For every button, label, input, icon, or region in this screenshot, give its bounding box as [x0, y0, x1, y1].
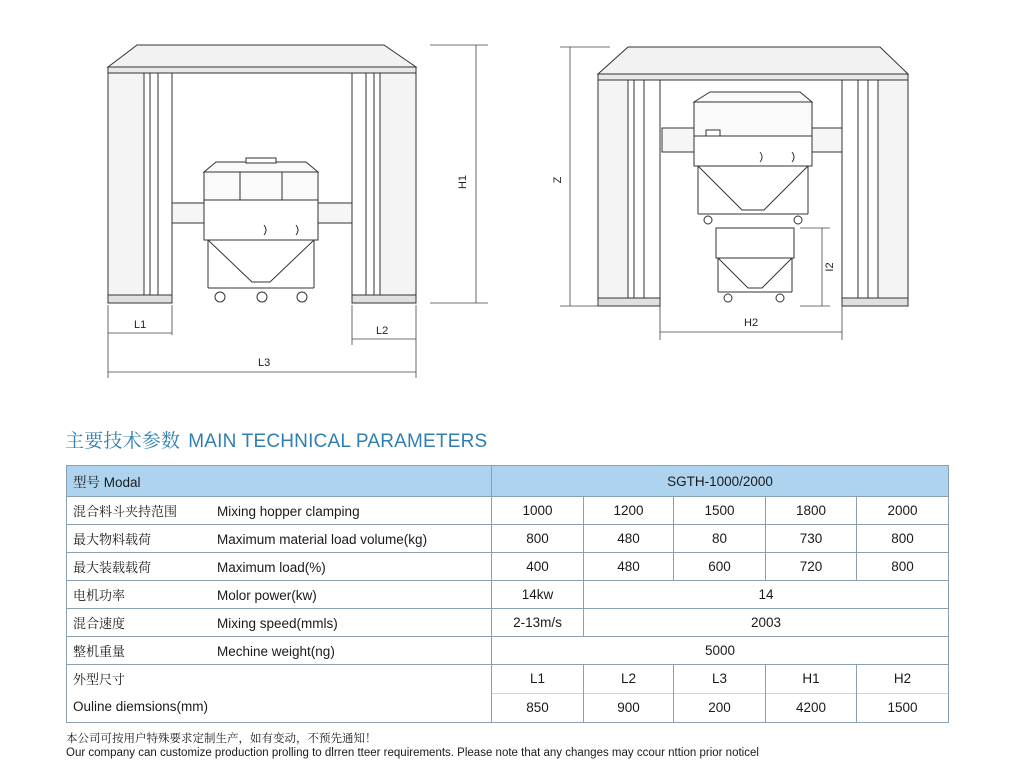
row-label-zh: 混合料斗夹持范围 — [73, 505, 178, 520]
h1-label: H1 — [457, 174, 469, 190]
cell-value: 1800 — [766, 497, 857, 525]
right-machine-drawing — [598, 47, 908, 306]
cell-value: 1000 — [492, 497, 584, 525]
cell-value: 1500 — [674, 497, 766, 525]
dim-header: H1 — [766, 665, 856, 694]
cell-value: 600 — [674, 553, 766, 581]
cell-value: 1200 — [584, 497, 674, 525]
dim-header: L1 — [492, 665, 583, 694]
dim-value: 4200 — [795, 700, 827, 715]
table-row — [67, 525, 949, 553]
cell-value: 800 — [857, 553, 949, 581]
l3-label: L3 — [258, 357, 271, 369]
dimensions-row — [67, 665, 949, 723]
dim-value: 1500 — [887, 700, 918, 715]
row-label-en: Mixing hopper clamping — [217, 504, 360, 519]
cell-value: 80 — [674, 525, 766, 553]
row-label-zh: 最大装载载荷 — [73, 561, 152, 576]
cell-value: 2-13m/s — [492, 609, 584, 637]
footnote-en: Our company can customize production prolling to dlrren tteer requirements. Please note that any changes may ccour nttion prior noticel — [66, 747, 759, 759]
table-header-row — [67, 466, 949, 497]
row-label-zh: 最大物料载荷 — [73, 533, 152, 548]
cell-value: 730 — [766, 525, 857, 553]
cell-value: 14kw — [492, 581, 584, 609]
cell-value: 480 — [584, 553, 674, 581]
table-row — [67, 497, 949, 525]
model-label: 型号 Modal — [67, 466, 492, 497]
cell-value: 5000 — [492, 637, 949, 665]
row-label-en: Maximum load(%) — [217, 560, 326, 575]
table-row — [67, 581, 949, 609]
dim-header: L3 — [674, 665, 765, 694]
cell-value: 480 — [584, 525, 674, 553]
cell-value: 800 — [492, 525, 584, 553]
left-machine-drawing — [108, 45, 416, 303]
dim-header: L2 — [584, 665, 673, 694]
row-label-zh: 电机功率 — [73, 589, 126, 604]
row-label-zh: 混合速度 — [73, 617, 126, 632]
cell-value: 14 — [584, 581, 949, 609]
dims-label-zh: 外型尺寸 — [73, 673, 126, 688]
l2-label: L2 — [376, 325, 389, 337]
footnote-zh: 本公司可按用户特殊要求定制生产，如有变动，不预先通知！ — [66, 731, 377, 745]
row-label-en: Molor power(kw) — [217, 588, 317, 603]
section-title — [65, 426, 487, 453]
parameters-table — [66, 465, 949, 723]
row-label-zh: 整机重量 — [73, 645, 126, 660]
section-title-zh: 主要技术参数 — [65, 430, 181, 452]
dim-header: H2 — [857, 665, 948, 694]
table-row — [67, 637, 949, 665]
i2-label: I2 — [824, 262, 836, 272]
model-value: SGTH-1000/2000 — [492, 466, 949, 497]
h2-label: H2 — [744, 317, 759, 329]
section-title-en: MAIN TECHNICAL PARAMETERS — [188, 431, 488, 452]
z-label: Z — [552, 176, 564, 184]
dim-value: 850 — [526, 700, 549, 715]
table-row — [67, 609, 949, 637]
dim-value: 900 — [617, 700, 640, 715]
table-row — [67, 553, 949, 581]
cell-value: 400 — [492, 553, 584, 581]
cell-value: 720 — [766, 553, 857, 581]
dims-label-en: Ouline diemsions(mm) — [73, 699, 209, 714]
row-label-en: Maximum material load volume(kg) — [217, 532, 428, 547]
row-label-en: Mixing speed(mmls) — [217, 616, 338, 631]
cell-value: 2000 — [857, 497, 949, 525]
cell-value: 800 — [857, 525, 949, 553]
dim-value: 200 — [708, 700, 731, 715]
l1-label: L1 — [134, 319, 147, 331]
cell-value: 2003 — [584, 609, 949, 637]
row-label-en: Mechine weight(ng) — [217, 644, 335, 659]
